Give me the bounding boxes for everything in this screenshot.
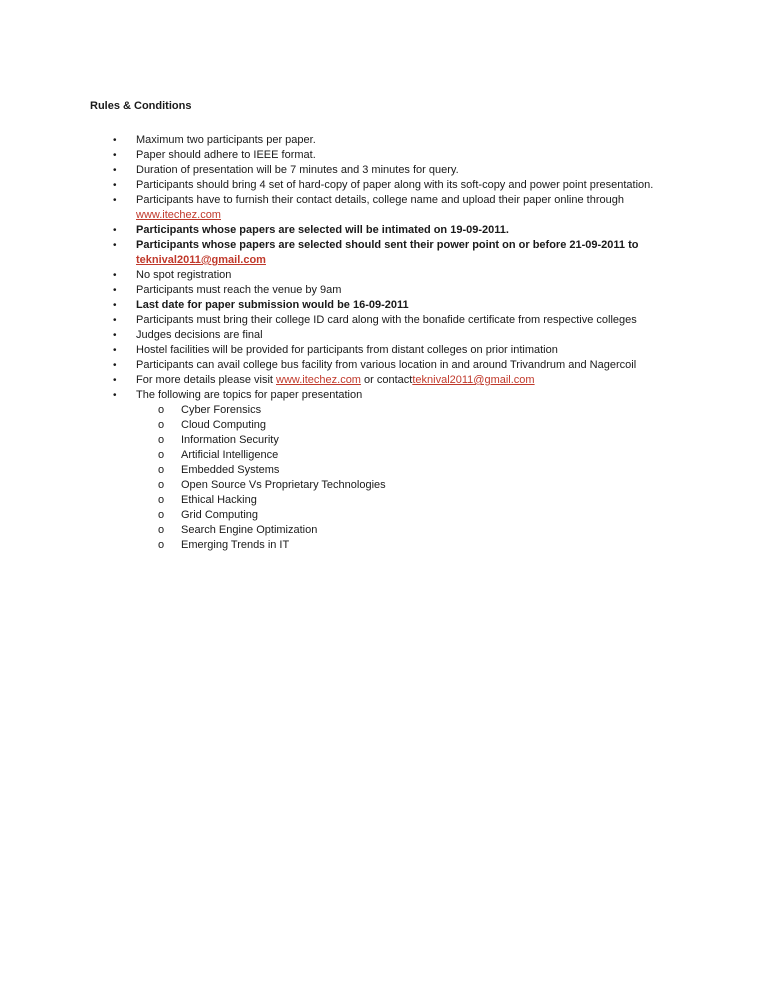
topic-label: Information Security [181, 434, 279, 446]
list-item [0, 193, 768, 223]
bullet-glyph: • [113, 330, 117, 341]
bullet-glyph: • [113, 150, 117, 161]
bullet-glyph: • [113, 225, 117, 236]
rule-text [136, 388, 696, 403]
list-item [0, 223, 768, 238]
bullet-glyph: • [113, 360, 117, 371]
rule-text-main: The following are topics for paper presentation [136, 389, 363, 401]
rule-text-main: Participants should bring 4 set of hard-copy of paper along with its soft-copy and power point presentation. [136, 179, 654, 191]
list-item [0, 163, 768, 178]
list-item [0, 328, 768, 343]
list-item [0, 238, 768, 268]
sub-bullet-glyph: o [158, 524, 165, 536]
sub-bullet-glyph: o [158, 509, 165, 521]
list-item [0, 343, 768, 358]
list-item [0, 358, 768, 373]
rule-text [136, 193, 696, 223]
rule-text [136, 283, 696, 298]
list-item [0, 313, 768, 328]
rule-text-main: For more details please visit [136, 374, 276, 386]
link[interactable]: teknival2011@gmail.com [136, 254, 266, 266]
list-item [0, 178, 768, 193]
list-item [0, 388, 768, 403]
rule-text [136, 148, 696, 163]
list-item [0, 373, 768, 388]
sub-bullet-glyph: o [158, 404, 165, 416]
rule-text [136, 163, 696, 178]
sub-bullet-glyph: o [158, 449, 165, 461]
rule-text [136, 298, 696, 313]
bullet-glyph: • [113, 390, 117, 401]
bullet-glyph: • [113, 135, 117, 146]
rule-text-main: Paper should adhere to IEEE format. [136, 149, 316, 161]
topic-label: Cloud Computing [181, 419, 266, 431]
rule-text-main: Participants must bring their college ID card along with the bonafide certificate from respective colleges [136, 314, 637, 326]
rule-text [136, 178, 696, 193]
list-item [0, 148, 768, 163]
rule-text [136, 358, 696, 373]
rule-text [136, 313, 696, 328]
topic-item [0, 538, 768, 553]
page-title: Rules & Conditions [90, 100, 192, 112]
list-item [0, 133, 768, 148]
topic-item [0, 508, 768, 523]
topic-label: Grid Computing [181, 509, 259, 521]
bullet-glyph: • [113, 285, 117, 296]
bullet-glyph: • [113, 270, 117, 281]
rule-text-after: or contact [360, 374, 413, 386]
link[interactable]: www.itechez.com [136, 209, 221, 221]
topic-label: Embedded Systems [181, 464, 280, 476]
rule-text-main: Participants have to furnish their contact details, college name and upload their paper online through [136, 194, 624, 206]
topic-item [0, 478, 768, 493]
list-item [0, 283, 768, 298]
topic-label: Search Engine Optimization [181, 524, 318, 536]
rule-text-main: Participants must reach the venue by 9am [136, 284, 342, 296]
topic-item [0, 523, 768, 538]
rule-text [136, 223, 696, 238]
rule-text-main: Participants whose papers are selected should sent their power point on or before 21-09-2011 to [136, 239, 639, 251]
rule-text-main: No spot registration [136, 269, 232, 281]
rule-text-main: Participants whose papers are selected will be intimated on 19-09-2011. [136, 224, 509, 236]
topic-label: Artificial Intelligence [181, 449, 279, 461]
topic-label: Cyber Forensics [181, 404, 262, 416]
link[interactable]: www.itechez.com [276, 374, 361, 386]
sub-bullet-glyph: o [158, 464, 165, 476]
topic-item [0, 448, 768, 463]
rule-text [136, 238, 696, 268]
rules-list [0, 133, 768, 553]
rule-text [136, 343, 696, 358]
topic-item [0, 418, 768, 433]
rule-text [136, 328, 696, 343]
sub-bullet-glyph: o [158, 419, 165, 431]
rule-text-main: Judges decisions are final [136, 329, 263, 341]
bullet-glyph: • [113, 180, 117, 191]
rule-text [136, 373, 696, 388]
sub-bullet-glyph: o [158, 539, 165, 551]
bullet-glyph: • [113, 345, 117, 356]
sub-bullet-glyph: o [158, 479, 165, 491]
bullet-glyph: • [113, 195, 117, 206]
topic-item [0, 433, 768, 448]
topic-label: Emerging Trends in IT [181, 539, 290, 551]
topic-item [0, 493, 768, 508]
rule-text-main: Maximum two participants per paper. [136, 134, 316, 146]
email-link[interactable]: teknival2011@gmail.com [412, 374, 535, 386]
bullet-glyph: • [113, 315, 117, 326]
rule-text-main: Last date for paper submission would be 16-09-2011 [136, 299, 409, 311]
list-item [0, 268, 768, 283]
rule-text-main: Duration of presentation will be 7 minutes and 3 minutes for query. [136, 164, 459, 176]
topic-item [0, 403, 768, 418]
list-item [0, 298, 768, 313]
bullet-glyph: • [113, 375, 117, 386]
sub-bullet-glyph: o [158, 434, 165, 446]
rule-text-main: Hostel facilities will be provided for participants from distant colleges on prior intimation [136, 344, 558, 356]
topic-item [0, 463, 768, 478]
bullet-glyph: • [113, 300, 117, 311]
rule-text-main: Participants can avail college bus facility from various location in and around Trivandrum and Nagercoil [136, 359, 637, 371]
rule-text [136, 268, 696, 283]
rule-text [136, 133, 696, 148]
topic-label: Ethical Hacking [181, 494, 257, 506]
topic-label: Open Source Vs Proprietary Technologies [181, 479, 386, 491]
sub-bullet-glyph: o [158, 494, 165, 506]
bullet-glyph: • [113, 240, 117, 251]
bullet-glyph: • [113, 165, 117, 176]
